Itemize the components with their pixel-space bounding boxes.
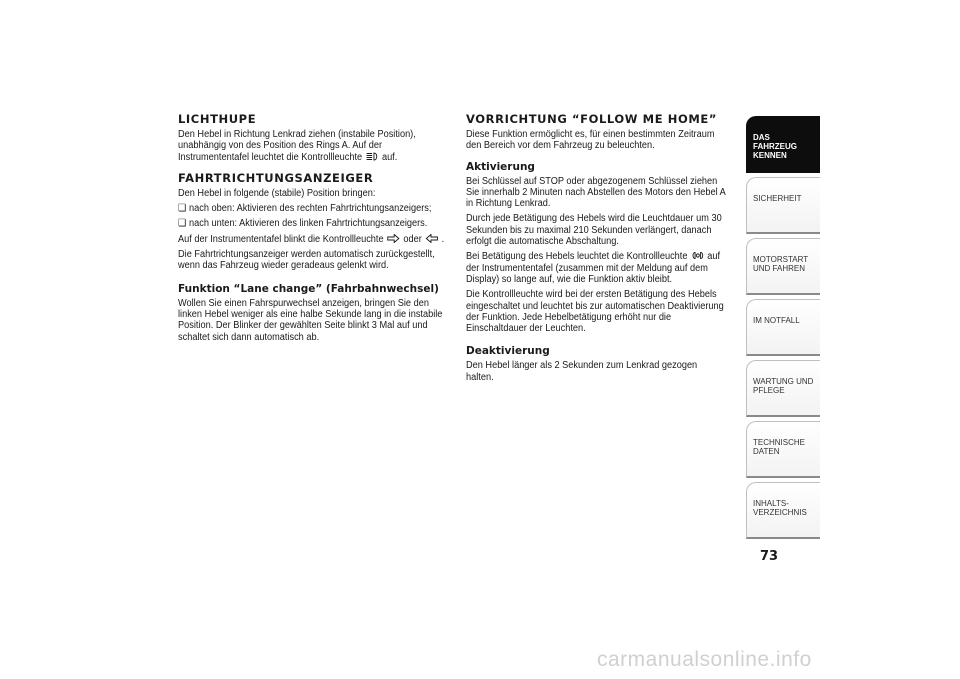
lane-change-text: Wollen Sie einen Fahrspurwechsel anzeigen, bringen Sie den linken Hebel weniger als eine halbe Sekunde lang in die instabile Position. Der Blinker der gewählten Seite blinkt 3 Mal auf und schaltet sich dann automatisch ab.: [178, 297, 443, 343]
aktivierung-text-4: Die Kontrollleuchte wird bei der ersten Betätigung des Hebels eingeschaltet und leuchtet bis zur automatischen Deaktivierung der Funktion. Jede Hebelbetätigung erhöht nur die Einschaltdauer der Leuchten.: [466, 289, 724, 335]
tab-sicherheit[interactable]: SICHERHEIT: [746, 177, 820, 234]
auto-reset-text: Die Fahrtrichtungsanzeiger werden automatisch zurückgestellt, wenn das Fahrzeug wieder geradeaus gelenkt wird.: [178, 249, 435, 272]
tab-wartung-und-pflege[interactable]: WARTUNG UND PFLEGE: [746, 360, 820, 417]
follow-me-home-icon: [691, 251, 704, 260]
blink-oder: oder: [403, 233, 422, 245]
turn-left-arrow-icon: [425, 234, 438, 243]
tab-technische-daten[interactable]: TECHNISCHE DATEN: [746, 421, 820, 478]
lichthupe-paragraph: [178, 129, 451, 163]
blink-text: Auf der Instrumententafel blinkt die Kontrollleuchte: [178, 233, 384, 245]
left-column: [178, 112, 453, 347]
lichthupe-text: Den Hebel in Richtung Lenkrad ziehen (instabile Position), unabhängig von des Position des Rings A. Auf der Instrumententafel leuchtet die Kontrollleuchte: [178, 129, 416, 163]
bullet-item-right: ❏ nach oben: Aktivieren des rechten Fahrtrichtungsanzeigers;: [178, 203, 451, 214]
lichthupe-heading: LICHTHUPE: [178, 112, 257, 126]
fahrtrichtungsanzeiger-heading: FAHRTRICHTUNGSANZEIGER: [178, 170, 374, 185]
chapter-tabs: [746, 116, 820, 543]
tab-im-notfall[interactable]: IM NOTFALL: [746, 299, 820, 356]
tab-motorstart-und-fahren[interactable]: MOTORSTART UND FAHREN: [746, 238, 820, 295]
tab-inhaltsverzeichnis[interactable]: INHALTS-VERZEICHNIS: [746, 482, 820, 539]
lichthupe-text-end: auf.: [381, 151, 398, 163]
aktivierung-text-1: Bei Schlüssel auf STOP oder abgezogenem Schlüssel ziehen Sie innerhalb 2 Minuten nach Abstellen des Motors den Hebel A in Richtung Lenkrad.: [466, 175, 726, 210]
aktivierung-text-2: Durch jede Betätigung des Hebels wird die Leuchtdauer um 30 Sekunden bis zu maximal 210 Sekunden verlängert, danach erfolgt die automatische Abschaltung.: [466, 213, 722, 248]
follow-me-home-heading: VORRICHTUNG “FOLLOW ME HOME”: [466, 112, 718, 126]
fahrtricht-intro: Den Hebel in folgende (stabile) Position bringen:: [178, 187, 376, 199]
deaktivierung-heading: Deaktivierung: [466, 345, 550, 358]
high-beam-icon: [366, 152, 379, 161]
aktivierung-paragraph-3: [466, 251, 726, 285]
aktivierung-heading: Aktivierung: [466, 160, 535, 173]
right-column: [466, 112, 728, 387]
turn-right-arrow-icon: [387, 234, 400, 243]
deaktivierung-text: Den Hebel länger als 2 Sekunden zum Lenkrad gezogen halten.: [466, 360, 698, 383]
aktivierung-text-3b: auf der Instrumententafel (zusammen mit der Meldung auf dem Display) so lange auf, wie die Funktion aktiv bleibt.: [466, 251, 721, 285]
page-number: 73: [760, 549, 779, 564]
lane-change-heading: Funktion “Lane change” (Fahrbahnwechsel): [178, 282, 439, 295]
bullet-item-left: ❏ nach unten: Aktivieren des linken Fahrtrichtungsanzeigers.: [178, 218, 451, 229]
tab-das-fahrzeug-kennen[interactable]: DAS FAHRZEUG KENNEN: [746, 116, 820, 173]
aktivierung-text-3a: Bei Betätigung des Hebels leuchtet die Kontrollleuchte: [466, 251, 688, 263]
follow-me-home-text: Diese Funktion ermöglicht es, für einen bestimmten Zeitraum den Bereich vor dem Fahrzeug zu beleuchten.: [466, 129, 715, 152]
blink-paragraph: [178, 234, 451, 245]
watermark: carmanualsonline.info: [597, 648, 812, 671]
blink-end: .: [441, 233, 445, 245]
